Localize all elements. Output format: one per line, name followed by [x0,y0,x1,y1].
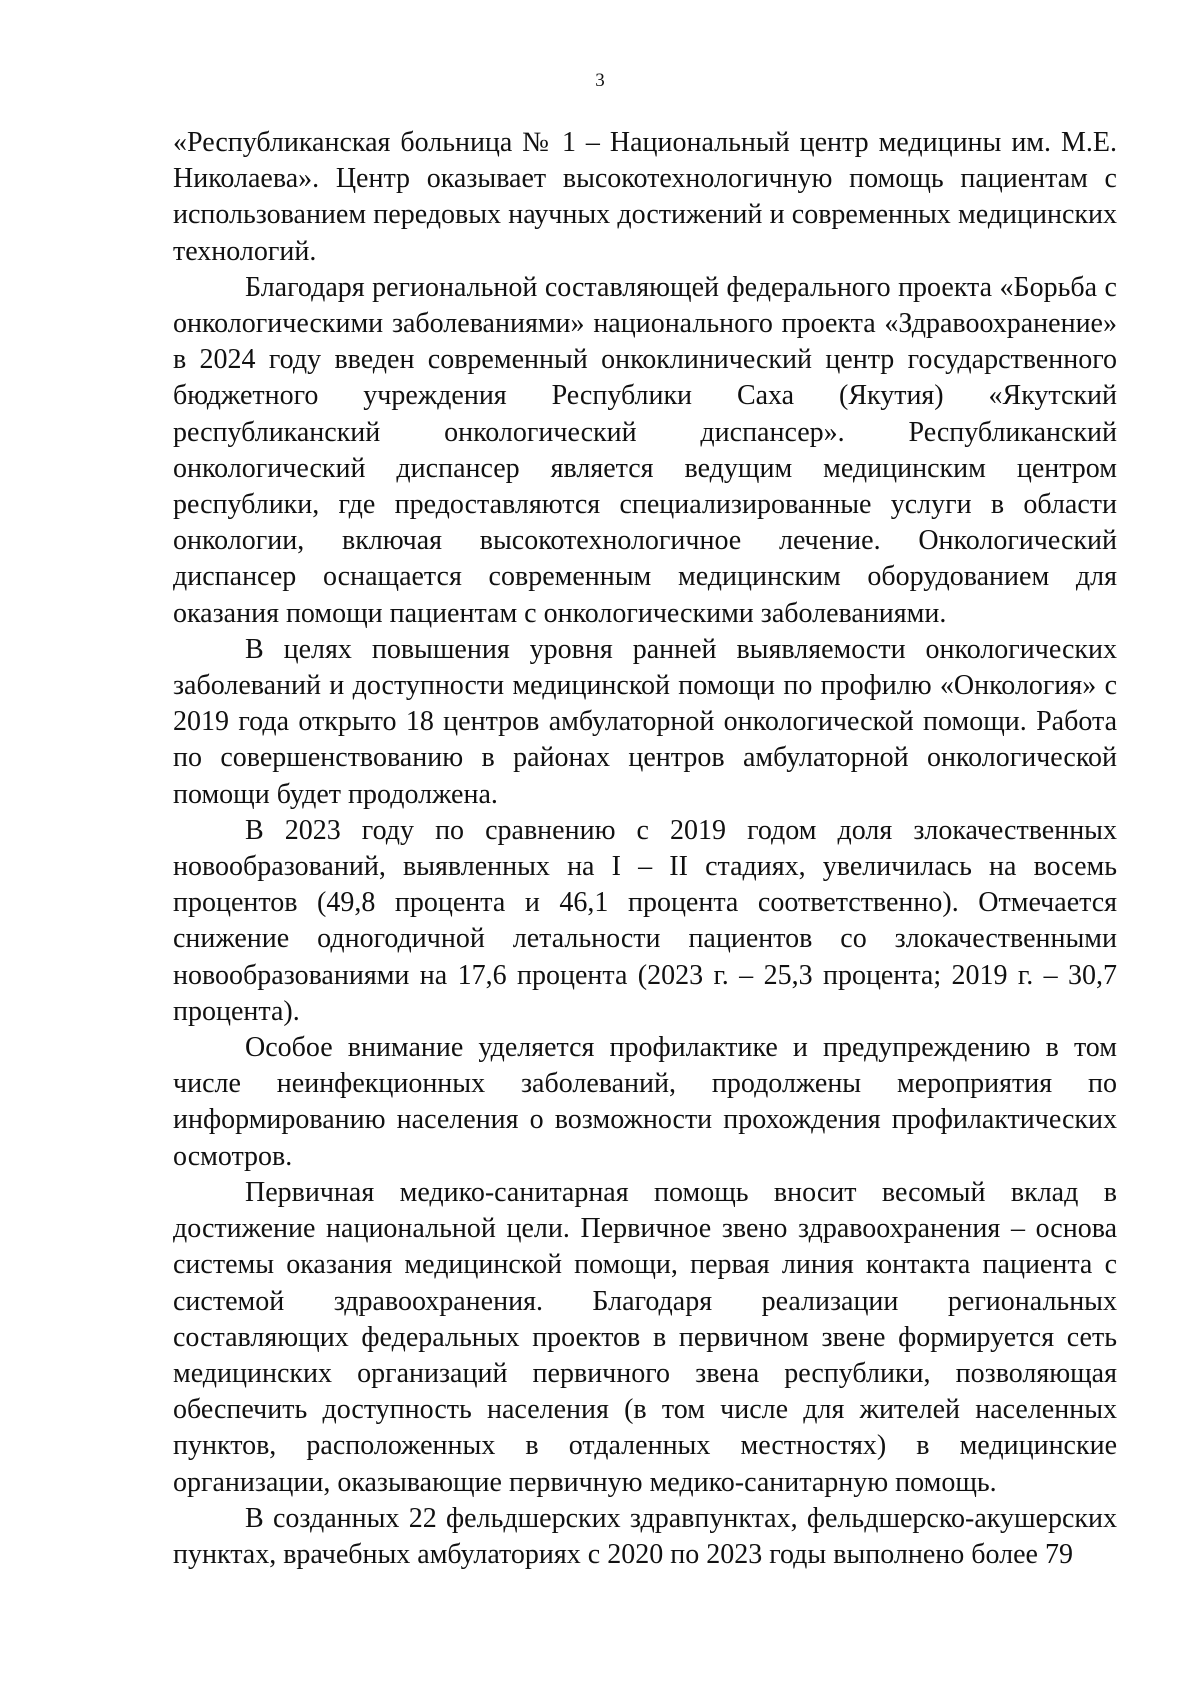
document-body [173,125,1117,1573]
paragraph-prevention: Особое внимание уделяется профилактике и предупреждению в том числе неинфекционных заболеваний, продолжены мероприятия по информированию населения о возможности прохождения профилактических осмотров. [173,1032,1117,1172]
paragraph-oncology-center: Благодаря региональной составляющей федерального проекта «Борьба с онкологическими заболеваниями» национального проекта «Здравоохранение» в 2024 году введен современный онкоклинический центр государственного бюджетного учреждения Республики Саха (Якутия) «Якутский республиканский онкологический диспансер». Республиканский онкологический диспансер является ведущим медицинским центром республики, где предоставляются специализированные услуги в области онкологии, включая высокотехнологичное лечение. Онкологический диспансер оснащается современным медицинским оборудованием для оказания помощи пациентам с онкологическими заболеваниями. [173,271,1117,629]
paragraph-statistics-2023: В 2023 году по сравнению с 2019 годом доля злокачественных новообразований, выявленных на I – II стадиях, увеличилась на восемь процентов (49,8 процента и 46,1 процента соответственно). Отмечается снижение одногодичной летальности пациентов со злокачественными новообразованиями на 17,6 процента (2023 г. – 25,3 процента; 2019 г. – 30,7 процента). [173,814,1117,1027]
paragraph-feldsher-points: В созданных 22 фельдшерских здравпунктах, фельдшерско-акушерских пунктах, врачебных амбулаториях с 2020 по 2023 годы выполнено более 79 [173,1502,1117,1570]
paragraph-hospital-continuation: «Республиканская больница № 1 – Национальный центр медицины им. М.Е. Николаева». Центр оказывает высокотехнологичную помощь пациентам с использованием передовых научных достижений и современных медицинских технологий. [173,127,1117,267]
paragraph-primary-care: Первичная медико-санитарная помощь вносит весомый вклад в достижение национальной цели. Первичное звено здравоохранения – основа системы оказания медицинской помощи, первая линия контакта пациента с системой здравоохранения. Благодаря реализации региональных составляющих федеральных проектов в первичном звене формируется сеть медицинских организаций первичного звена республики, позволяющая обеспечить доступность населения (в том числе для жителей населенных пунктов, расположенных в отдаленных местностях) в медицинские организации, оказывающие первичную медико-санитарную помощь. [173,1176,1117,1498]
page-number: 3 [595,70,605,91]
paragraph-ambulatory-centers: В целях повышения уровня ранней выявляемости онкологических заболеваний и доступности медицинской помощи по профилю «Онкология» с 2019 года открыто 18 центров амбулаторной онкологической помощи. Работа по совершенствованию в районах центров амбулаторной онкологической помощи будет продолжена. [173,633,1117,810]
